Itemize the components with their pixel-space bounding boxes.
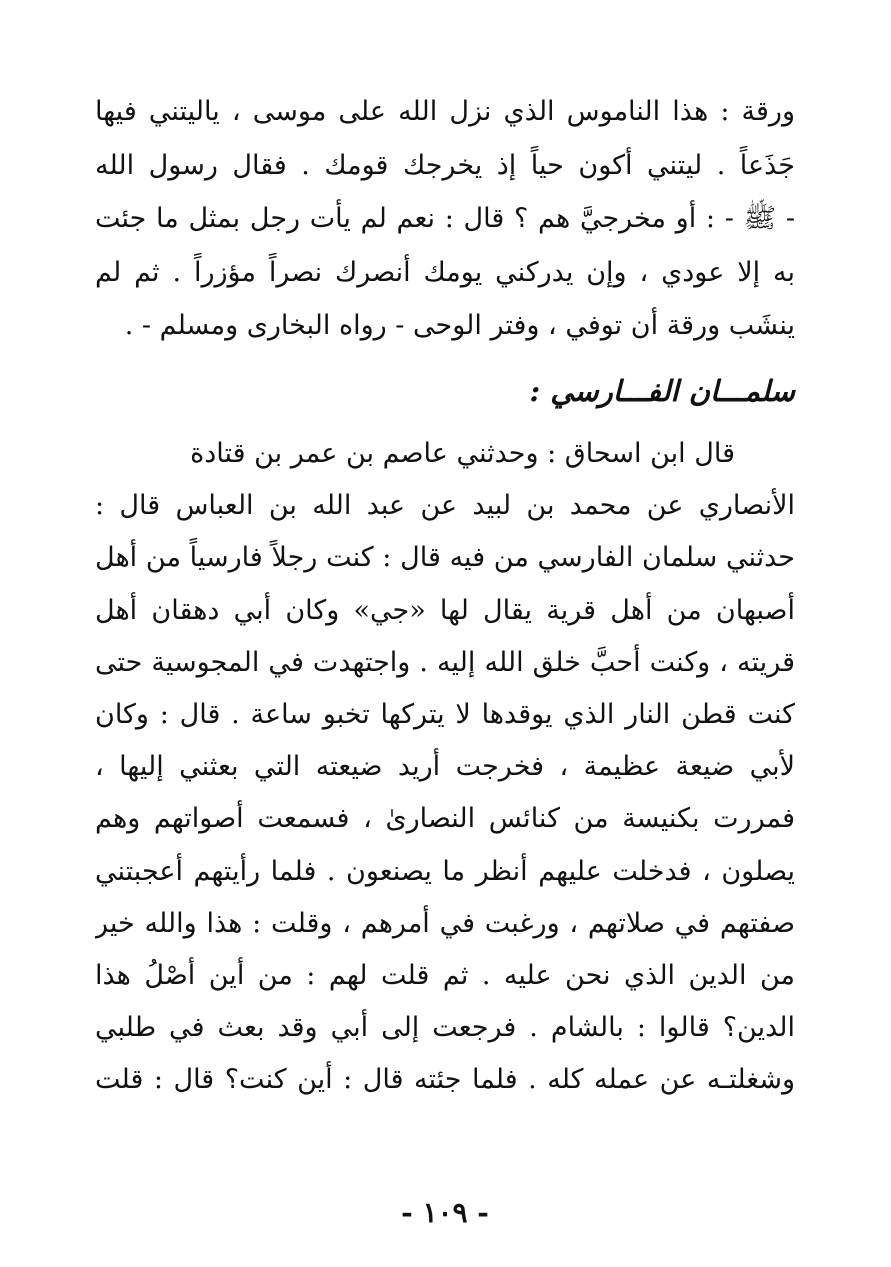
text-line: من الدين الذي نحن عليه . ثم قلت لهم : من أين أصْلُ هذا (95, 959, 795, 991)
text-line: الدين؟ قالوا : بالشام . فرجعت إلى أبي وقد بعث في طلبي (95, 1012, 795, 1044)
text-line: جَذَعاً . ليتني أكون حياً إذ يخرجك قومك . فقال رسول الله (95, 149, 795, 181)
text-line: كنت قطن النار الذي يوقدها لا يتركها تخبو ساعة . قال : وكان (95, 698, 795, 730)
text-line: الأنصاري عن محمد بن لبيد عن عبد الله بن العباس قال : (95, 490, 795, 522)
text-line: وشغلتـه عن عمله كله . فلما جئته قال : أين كنت؟ قال : قلت (95, 1064, 795, 1096)
text-line: حدثني سلمان الفارسي من فيه قال : كنت رجلاً فارسياً من أهل (95, 542, 795, 574)
text-line: لأبي ضيعة عظيمة ، فخرجت أريد ضيعته التي بعثني إليها ، (95, 751, 795, 783)
text-line: أصبهان من أهل قرية يقال لها «جي» وكان أبي دهقان أهل (95, 594, 795, 626)
text-line: به إلا عودي ، وإن يدركني يومك أنصرك نصراً مؤزراً . ثم لم (95, 256, 795, 288)
text-line: قريته ، وكنت أحبَّ خلق الله إليه . واجتهدت في المجوسية حتى (95, 646, 795, 678)
text-line: ينشَب ورقة أن توفي ، وفتر الوحى - رواه البخارى ومسلم - . (124, 310, 795, 341)
text-line: ورقة : هذا الناموس الذي نزل الله على موسى ، ياليتني فيها (95, 96, 795, 127)
section-heading: سلمـــان الفـــارسي : (529, 374, 795, 408)
paragraph-salman (95, 428, 795, 1106)
text-line: صفتهم في صلاتهم ، ورغبت في أمرهم ، وقلت : هذا والله خير (95, 907, 795, 939)
text-line: - ﷺ - : أو مخرجيَّ هم ؟ قال : نعم لم يأت رجل بمثل ما جئت (95, 203, 795, 234)
text-line: قال ابن اسحاق : وحدثني عاصم بن عمر بن قتادة (190, 438, 735, 469)
text-line: فمررت بكنيسة من كنائس النصارىٰ ، فسمعت أصواتهم وهم (95, 803, 795, 835)
text-line: يصلون ، فدخلت عليهم أنظر ما يصنعون . فلما رأيتهم أعجبتني (95, 855, 795, 887)
page-number: - ١٠٩ - (401, 1196, 489, 1229)
paragraph-continuation (95, 85, 795, 353)
